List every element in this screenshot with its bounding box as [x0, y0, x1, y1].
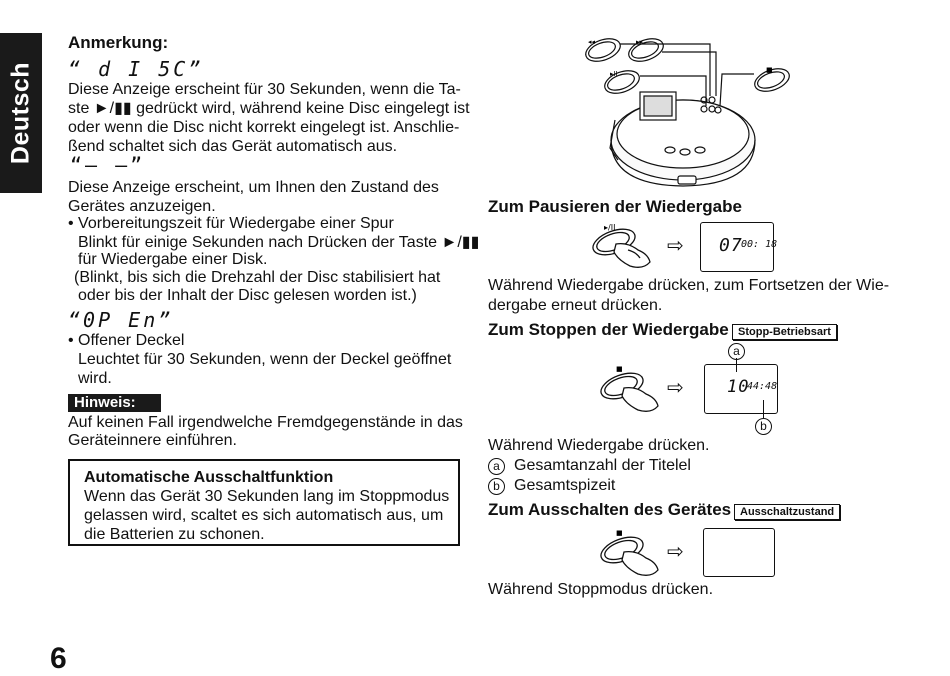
disc-text-2: ste ►/▮▮ gedrückt wird, während keine Disc eingelegt ist	[68, 100, 470, 117]
stop-total-tracks: 10	[727, 377, 750, 397]
arrow-icon: ⇨	[667, 377, 684, 399]
press-play-icon	[588, 220, 663, 270]
bullet2-line-2: Leuchtet für 30 Sekunden, wenn der Deckel geöffnet	[78, 351, 452, 368]
dash-text-1: Diese Anzeige erscheint, um Ihnen den Zustand des	[68, 179, 439, 196]
pause-heading: Zum Pausieren der Wiedergabe	[488, 197, 742, 216]
disc-text-1: Diese Anzeige erscheint für 30 Sekunden, wenn die Ta-	[68, 81, 461, 98]
hinweis-label: Hinweis:	[68, 394, 161, 412]
off-state-tag: Ausschaltzustand	[734, 504, 840, 520]
pause-track-number: 07	[719, 235, 743, 256]
arrow-icon: ⇨	[667, 235, 684, 257]
hinweis-text-2: Geräteinnere einführen.	[68, 432, 237, 449]
stop-text-3: Gesamtspizeit	[514, 477, 616, 494]
auto-off-text-1: Wenn das Gerät 30 Sekunden lang im Stoppmodus	[84, 488, 450, 505]
stop-total-time: 44:48	[747, 381, 778, 392]
auto-off-title: Automatische Ausschaltfunktion	[84, 469, 334, 486]
bullet1-line-1: • Vorbereitungszeit für Wiedergabe einer Spur	[68, 215, 394, 232]
marker-b-line	[763, 400, 764, 418]
hinweis-text-1: Auf keinen Fall irgendwelche Fremdgegenstände in das	[68, 414, 463, 431]
legend-marker-b: b	[488, 478, 505, 495]
dash-display-code: “– –”	[70, 153, 146, 177]
language-tab-label: Deutsch	[6, 61, 35, 165]
arrow-icon: ⇨	[667, 541, 684, 563]
pause-text-1: Während Wiedergabe drücken, zum Fortsetzen der Wie-	[488, 277, 890, 294]
press-stop-icon	[598, 526, 668, 578]
pause-time: 00: 18	[741, 239, 778, 250]
bullet1-line-2: Blinkt für einige Sekunden nach Drücken der Taste ►/▮▮	[78, 234, 480, 251]
stop-text-2: Gesamtanzahl der Titelel	[514, 457, 691, 474]
prev-symbol: ◂◂	[588, 38, 596, 46]
auto-off-text-3: die Batterien zu schonen.	[84, 526, 265, 543]
stop-mode-tag: Stopp-Betriebsart	[732, 324, 837, 340]
bullet1-line-4: (Blinkt, bis sich die Drehzahl der Disc stabilisiert hat	[74, 269, 441, 286]
press-stop-icon	[598, 362, 668, 414]
stop-heading: Zum Stoppen der Wiedergabe	[488, 320, 729, 339]
auto-off-text-2: gelassen wird, scaltet es sich automatisch aus, um	[84, 507, 444, 524]
next-symbol: ▸▸	[636, 38, 644, 46]
marker-a: a	[728, 343, 745, 360]
marker-b: b	[755, 418, 772, 435]
bullet1-line-3: für Wiedergabe einer Disk.	[78, 251, 268, 268]
marker-a-line	[736, 358, 737, 372]
dash-text-2: Gerätes anzuzeigen.	[68, 198, 216, 215]
stop-display	[704, 364, 778, 414]
pause-display	[700, 222, 778, 272]
pause-text-2: dergabe erneut drücken.	[488, 297, 663, 314]
disc-text-4: ßend schaltet sich das Gerät automatisch aus.	[68, 138, 398, 155]
open-display-code: “0P En”	[68, 308, 174, 332]
cd-player-illustration	[570, 30, 800, 192]
bullet1-line-5: oder bis der Inhalt der Disc gelesen worden ist.)	[78, 287, 417, 304]
legend-marker-a: a	[488, 458, 505, 475]
off-display	[703, 528, 775, 577]
svg-text:■: ■	[616, 529, 623, 537]
svg-text:■: ■	[616, 365, 623, 373]
svg-text:▸/II: ▸/II	[604, 223, 616, 232]
page-number: 6	[50, 642, 67, 675]
bullet2-line-1: • Offener Deckel	[68, 332, 185, 349]
stop-symbol: ■	[766, 66, 773, 74]
off-text: Während Stoppmodus drücken.	[488, 581, 714, 598]
language-tab	[0, 33, 42, 193]
play-symbol: ▸II	[610, 70, 618, 78]
notes-heading: Anmerkung:	[68, 33, 169, 52]
disc-text-3: oder wenn die Disc nicht korrekt eingelegt ist. Anschlie-	[68, 119, 460, 136]
off-heading: Zum Ausschalten des Gerätes	[488, 500, 732, 519]
stop-text-1: Während Wiedergabe drücken.	[488, 437, 710, 454]
disc-display-code: “ d I 5C”	[68, 57, 204, 81]
bullet2-line-3: wird.	[78, 370, 112, 387]
